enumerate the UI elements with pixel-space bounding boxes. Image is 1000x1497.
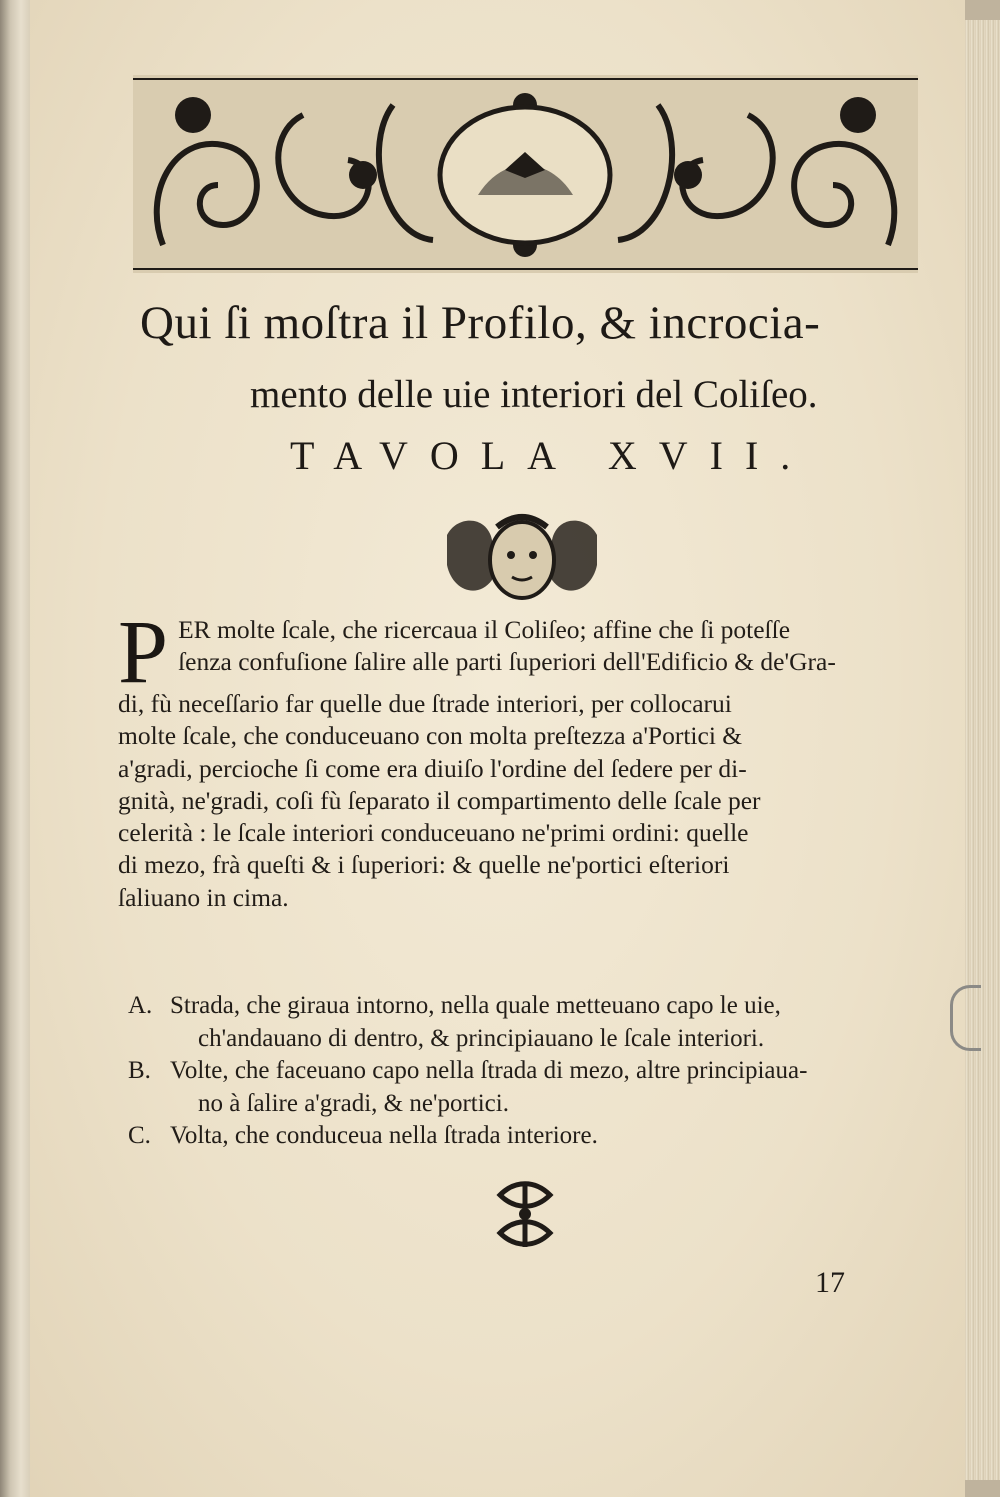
page-edges xyxy=(965,20,1000,1480)
body-line: a'gradi, percioche ſi come era diuiſo l'ordine del ſedere per di- xyxy=(118,753,747,783)
body-line: di, fù neceſſario far quelle due ſtrade interiori, per collocarui xyxy=(118,689,732,718)
body-paragraph xyxy=(118,603,908,914)
page-number: 17 xyxy=(815,1266,845,1299)
header-woodcut-ornament xyxy=(133,75,918,273)
book-spine-left xyxy=(0,0,30,1497)
body-line: celerità : le ſcale interiori conduceuano ne'primi ordini: quelle xyxy=(118,818,749,848)
knot-ornament xyxy=(490,1175,560,1255)
plate-heading: TAVOLA XVII. xyxy=(290,433,813,478)
body-line: ER molte ſcale, che ricercaua il Coliſeo; affine che ſi poteſſe xyxy=(178,615,791,644)
legend-line: Volte, che faceuano capo nella ſtrada di mezo, altre principiaua- xyxy=(170,1057,808,1084)
page-clip xyxy=(950,985,981,1051)
title-line-2: mento delle uie interiori del Coliſeo. xyxy=(250,373,818,416)
legend-key: C. xyxy=(128,1122,151,1149)
body-line: ſaliuano in cima. xyxy=(118,882,289,912)
legend-key: A. xyxy=(128,992,153,1019)
body-line: molte ſcale, che conduceuano con molta preſtezza a'Portici & xyxy=(118,721,743,751)
legend-line: no à ſalire a'gradi, & ne'portici. xyxy=(198,1089,509,1117)
title-line-1: Qui ſi moſtra il Profilo, & incrocia- xyxy=(140,297,821,349)
legend-line: Strada, che giraua intorno, nella quale metteuano capo le uie, xyxy=(170,992,781,1019)
drop-cap: P xyxy=(118,603,169,702)
legend-item-a xyxy=(128,990,918,1055)
mask-ornament xyxy=(437,505,607,605)
body-line: ſenza confuſione ſalire alle parti ſuperiori dell'Edificio & de'Gra- xyxy=(178,647,836,677)
body-line: gnità, ne'gradi, coſi fù ſeparato il compartimento delle ſcale per xyxy=(118,785,761,815)
plate-legend xyxy=(128,990,918,1153)
legend-line: Volta, che conduceua nella ſtrada interiore. xyxy=(170,1122,598,1149)
legend-key: B. xyxy=(128,1057,151,1084)
legend-item-c xyxy=(128,1120,918,1153)
legend-item-b xyxy=(128,1055,918,1120)
legend-line: ch'andauano di dentro, & principiauano le ſcale interiori. xyxy=(198,1024,765,1052)
body-line: di mezo, frà queſti & i ſuperiori: & quelle ne'portici eſteriori xyxy=(118,850,730,880)
